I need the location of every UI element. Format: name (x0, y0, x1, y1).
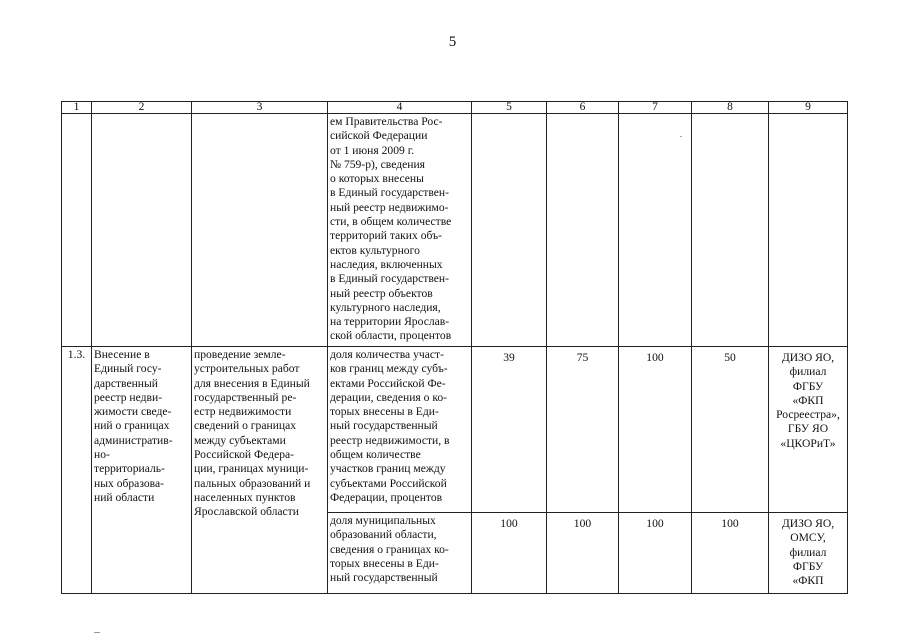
table-cell (769, 114, 848, 347)
column-header-5: 5 (472, 102, 547, 114)
value-col6: 100 (547, 513, 619, 594)
table-cell (472, 114, 547, 347)
table-cell (547, 114, 619, 347)
table-cell (192, 114, 328, 347)
column-header-2: 2 (92, 102, 192, 114)
value-col5: 39 (472, 347, 547, 513)
table-cell (619, 114, 692, 347)
table-cell (692, 114, 769, 347)
row-number: 1.3. (62, 347, 92, 594)
indicators-table (61, 101, 848, 594)
column-header-6: 6 (547, 102, 619, 114)
value-col7: 100 (619, 347, 692, 513)
value-col7: 100 (619, 513, 692, 594)
column-header-9: 9 (769, 102, 848, 114)
responsible-executors: ДИЗО ЯО, ОМСУ, филиал ФГБУ «ФКП (769, 513, 848, 594)
column-header-7: 7 (619, 102, 692, 114)
table-row-1-3 (62, 347, 848, 513)
value-col8: 100 (692, 513, 769, 594)
value-col6: 75 (547, 347, 619, 513)
column-header-8: 8 (692, 102, 769, 114)
table-cell (62, 114, 92, 347)
activity-description: проведение земле- устроительных работ для внесения в Единый государственный ре- естр недвижимости сведений о границах между субъектами Российской Федера- ции, границах муници- пальных образований и населенных пунктов Ярославской области (192, 347, 328, 594)
indicator-description: ем Правительства Рос- сийской Федерации от 1 июня 2009 г. № 759-р), сведения о которых внесены в Единый государствен- ный реестр недвижимо- сти, в общем количестве территорий таких объ- ектов культурного наследия, включенных в Единый государствен- ный реестр объектов культурного наследия, на территории Ярослав- ской области, процентов (328, 114, 472, 347)
responsible-executors: ДИЗО ЯО, филиал ФГБУ «ФКП Росреестра», ГБУ ЯО «ЦКОРиТ» (769, 347, 848, 513)
table-cell (92, 114, 192, 347)
column-numbers-row (62, 102, 848, 114)
column-header-4: 4 (328, 102, 472, 114)
column-header-3: 3 (192, 102, 328, 114)
task-name: Внесение в Единый госу- дарственный реестр недви- жимости сведе- ний о границах административ- но- территориаль- ных образова- ний области (92, 347, 192, 594)
table-row-continued (62, 114, 848, 347)
scan-mark (94, 632, 100, 633)
indicator-description: доля муниципальных образований области, сведения о границах ко- торых внесены в Еди- ный государственный (328, 513, 472, 594)
page-number: 5 (448, 34, 457, 50)
indicator-description: доля количества участ- ков границ между субъ- ектами Российской Фе- дерации, сведения о ко- торых внесены в Еди- ный государственный реестр недвижимости, в общем количестве участков границ между субъектами Российской Федерации, процентов (328, 347, 472, 513)
value-col8: 50 (692, 347, 769, 513)
column-header-1: 1 (62, 102, 92, 114)
value-col5: 100 (472, 513, 547, 594)
